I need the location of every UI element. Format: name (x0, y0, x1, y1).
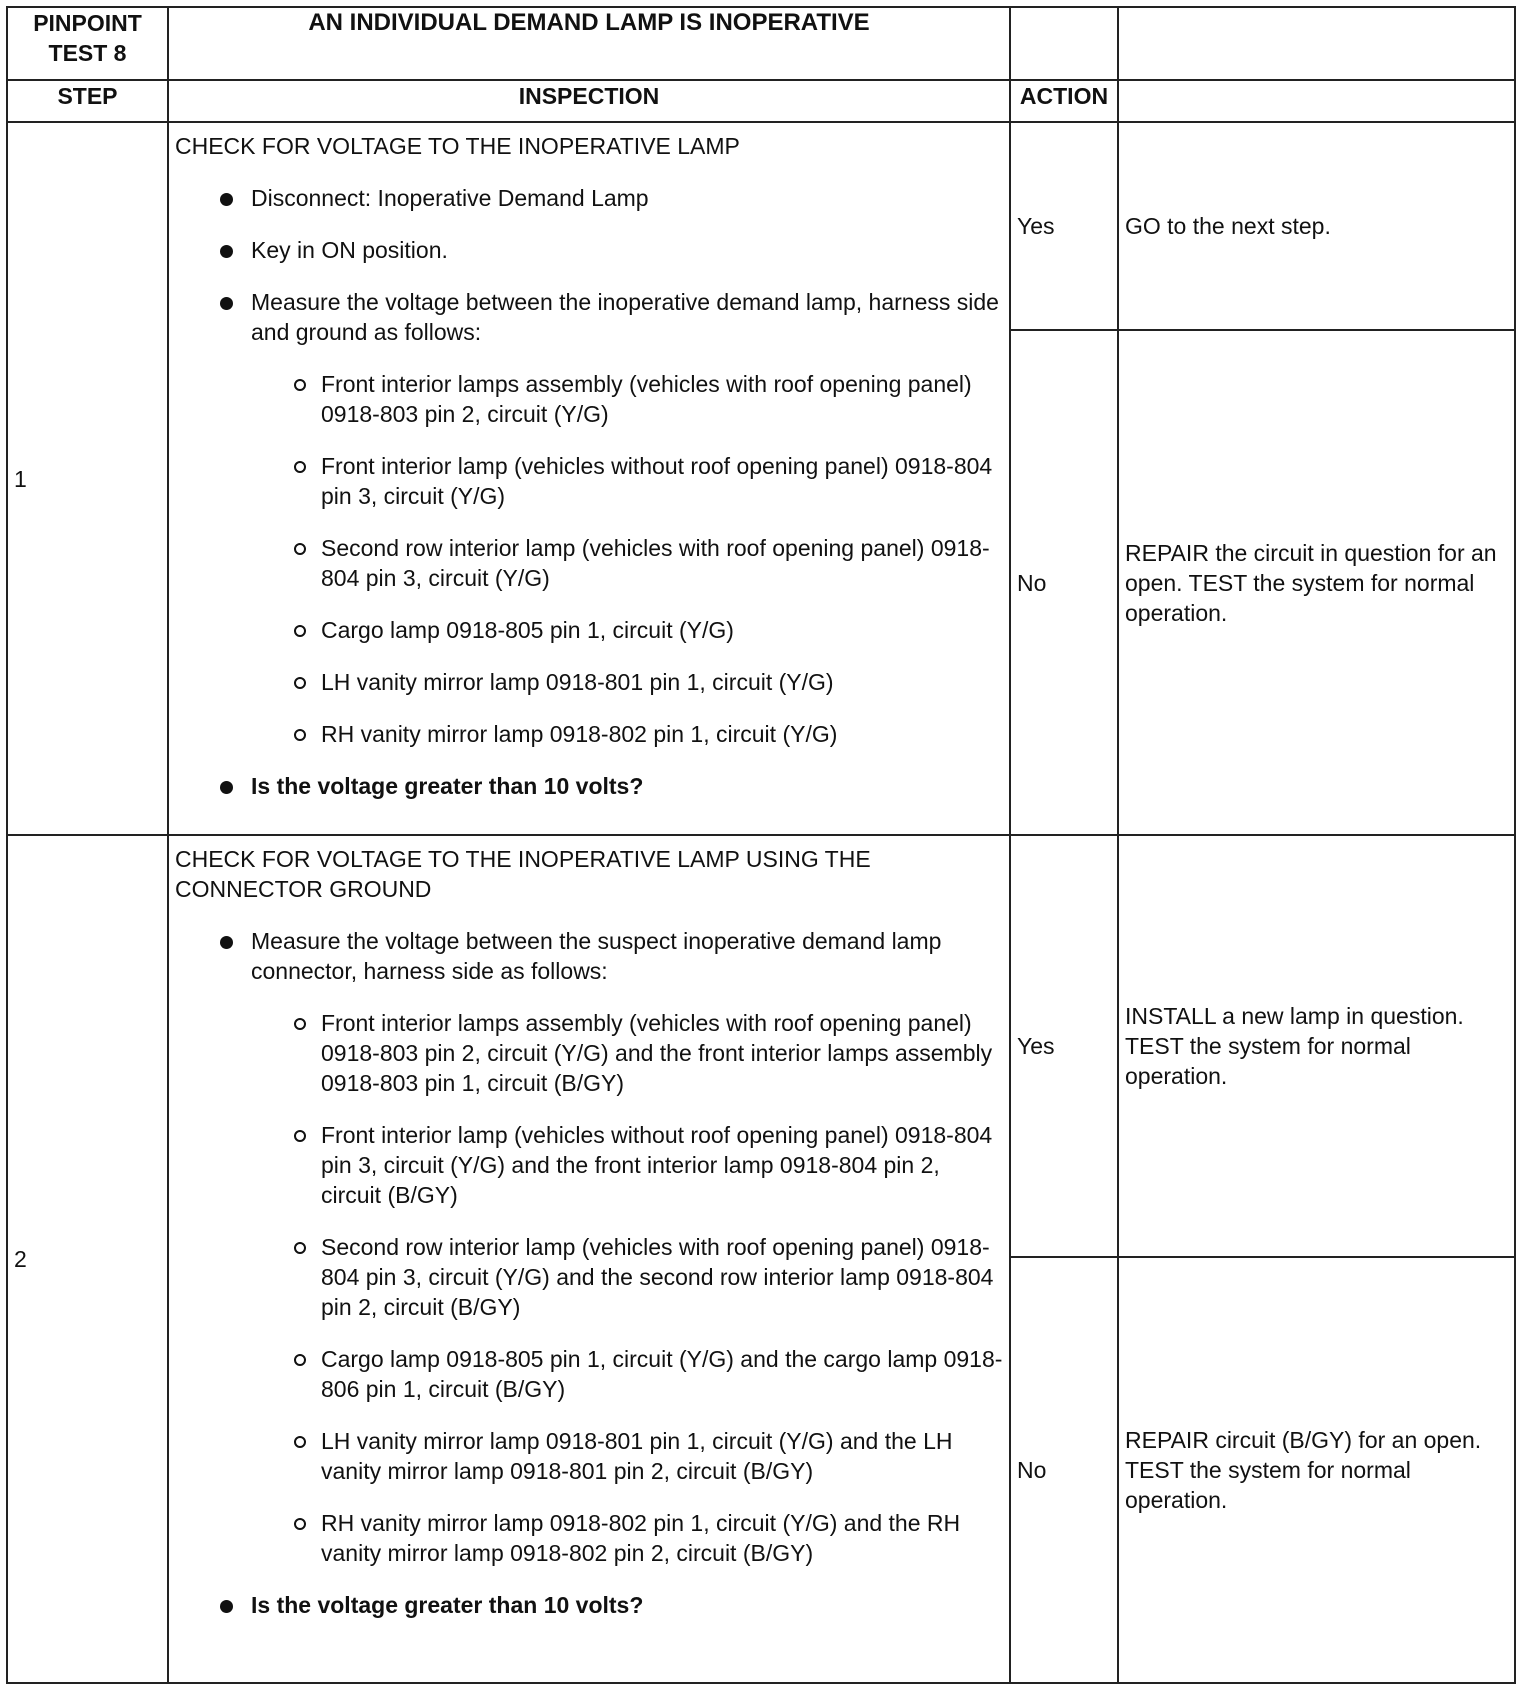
question-item: Is the voltage greater than 10 volts? (175, 1590, 1003, 1620)
header-row (7, 7, 1515, 80)
sub-item: LH vanity mirror lamp 0918-801 pin 1, circuit (Y/G) and the LH vanity mirror lamp 0918-801 pin 2, circuit (B/GY) (251, 1426, 1003, 1486)
header-empty-cell (1118, 7, 1515, 80)
action-no: No (1010, 330, 1118, 835)
bullet-text: Measure the voltage between the suspect inoperative demand lamp connector, harness side as follows: (251, 928, 942, 984)
bullet-item: Key in ON position. (175, 235, 1003, 265)
page-title: AN INDIVIDUAL DEMAND LAMP IS INOPERATIVE (168, 7, 1010, 80)
step-inspection (168, 835, 1010, 1683)
step-1-yes-row (7, 122, 1515, 330)
sub-item: Front interior lamps assembly (vehicles with roof opening panel) 0918-803 pin 2, circuit (Y/G) (251, 369, 1003, 429)
bullet-item (175, 926, 1003, 1568)
action-yes: Yes (1010, 835, 1118, 1257)
step-number: 1 (7, 122, 168, 835)
column-header-step: STEP (7, 80, 168, 122)
sub-item: Cargo lamp 0918-805 pin 1, circuit (Y/G) (251, 615, 1003, 645)
result-no: REPAIR the circuit in question for an open. TEST the system for normal operation. (1118, 330, 1515, 835)
column-header-inspection: INSPECTION (168, 80, 1010, 122)
column-header-action: ACTION (1010, 80, 1118, 122)
result-yes: INSTALL a new lamp in question. TEST the system for normal operation. (1118, 835, 1515, 1257)
bullet-item (175, 287, 1003, 749)
action-no: No (1010, 1257, 1118, 1683)
sub-item: Front interior lamps assembly (vehicles with roof opening panel) 0918-803 pin 2, circuit (Y/G) and the front interior lamps assembly 0918-803 pin 1, circuit (B/GY) (251, 1008, 1003, 1098)
sub-item: Second row interior lamp (vehicles with roof opening panel) 0918-804 pin 3, circuit (Y/G) and the second row interior lamp 0918-804 pin 2, circuit (B/GY) (251, 1232, 1003, 1322)
column-header-empty (1118, 80, 1515, 122)
sub-item: Front interior lamp (vehicles without roof opening panel) 0918-804 pin 3, circuit (Y/G) and the front interior lamp 0918-804 pin 2, circuit (B/GY) (251, 1120, 1003, 1210)
question-item: Is the voltage greater than 10 volts? (175, 771, 1003, 801)
result-yes: GO to the next step. (1118, 122, 1515, 330)
action-yes: Yes (1010, 122, 1118, 330)
sub-list (251, 369, 1003, 749)
step-heading: CHECK FOR VOLTAGE TO THE INOPERATIVE LAMP (175, 133, 740, 159)
bullet-list (175, 926, 1003, 1620)
column-header-row (7, 80, 1515, 122)
sub-item: Cargo lamp 0918-805 pin 1, circuit (Y/G) and the cargo lamp 0918-806 pin 1, circuit (B/GY) (251, 1344, 1003, 1404)
sub-item: LH vanity mirror lamp 0918-801 pin 1, circuit (Y/G) (251, 667, 1003, 697)
step-2-yes-row (7, 835, 1515, 1257)
sub-item: RH vanity mirror lamp 0918-802 pin 1, circuit (Y/G) (251, 719, 1003, 749)
pinpoint-test-table (6, 6, 1516, 1684)
result-no: REPAIR circuit (B/GY) for an open. TEST the system for normal operation. (1118, 1257, 1515, 1683)
bullet-list (175, 183, 1003, 801)
sub-item: Front interior lamp (vehicles without roof opening panel) 0918-804 pin 3, circuit (Y/G) (251, 451, 1003, 511)
bullet-text: Measure the voltage between the inoperative demand lamp, harness side and ground as follows: (251, 289, 999, 345)
sub-item: Second row interior lamp (vehicles with roof opening panel) 0918-804 pin 3, circuit (Y/G) (251, 533, 1003, 593)
step-inspection (168, 122, 1010, 835)
header-empty-cell (1010, 7, 1118, 80)
step-number: 2 (7, 835, 168, 1683)
step-heading: CHECK FOR VOLTAGE TO THE INOPERATIVE LAMP USING THE CONNECTOR GROUND (175, 846, 871, 902)
test-label: PINPOINT TEST 8 (7, 7, 168, 80)
bullet-item: Disconnect: Inoperative Demand Lamp (175, 183, 1003, 213)
sub-item: RH vanity mirror lamp 0918-802 pin 1, circuit (Y/G) and the RH vanity mirror lamp 0918-802 pin 2, circuit (B/GY) (251, 1508, 1003, 1568)
sub-list (251, 1008, 1003, 1568)
